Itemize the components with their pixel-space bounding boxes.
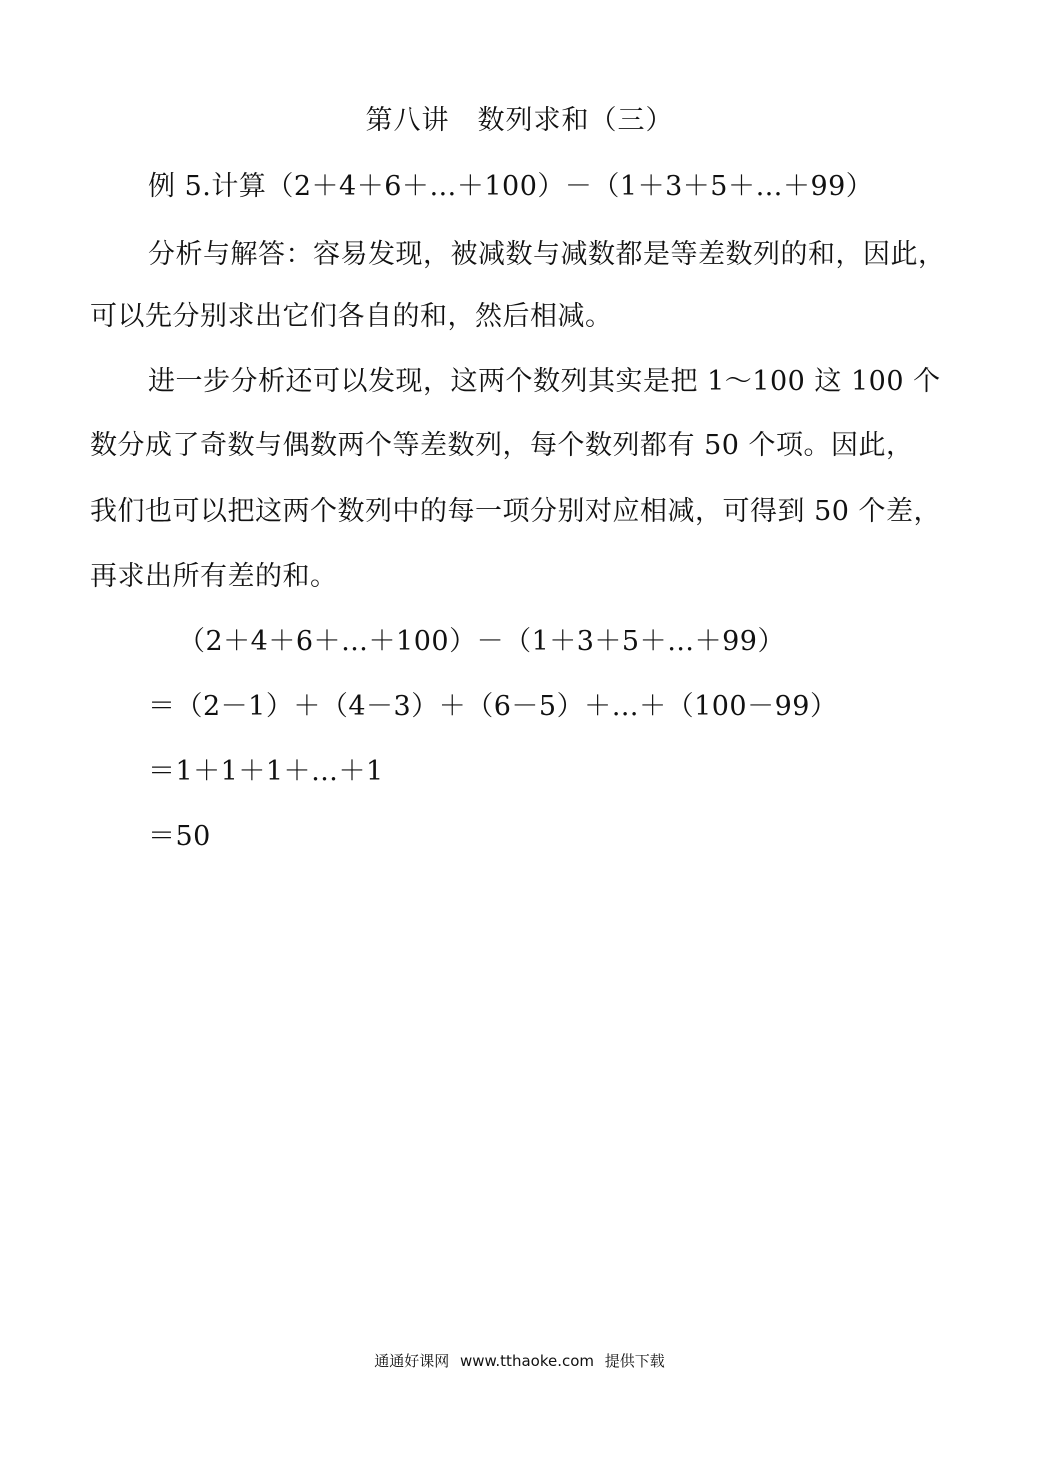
- analysis-line-4: 数分成了奇数与偶数两个等差数列，每个数列都有 50 个项。因此，: [90, 430, 914, 461]
- analysis-line-3: 进一步分析还可以发现，这两个数列其实是把 1～100 这 100 个: [148, 366, 941, 397]
- footer-url: www.tthaoke.com: [459, 1352, 595, 1370]
- analysis-line-1: 分析与解答：容易发现，被减数与减数都是等差数列的和，因此，: [148, 239, 946, 270]
- analysis-line-6: 再求出所有差的和。: [90, 561, 338, 592]
- math-line-3: ＝1＋1＋1＋…＋1: [148, 756, 384, 787]
- analysis-line-2: 可以先分别求出它们各自的和，然后相减。: [90, 301, 613, 332]
- page-title: 第八讲 数列求和（三）: [365, 105, 674, 136]
- footer-suffix: 提供下载: [604, 1352, 665, 1370]
- page-footer: [0, 1350, 1039, 1372]
- analysis-line-5: 我们也可以把这两个数列中的每一项分别对应相减，可得到 50 个差，: [90, 496, 942, 527]
- math-line-2: ＝（2－1）＋（4－3）＋（6－5）＋…＋（100－99）: [148, 691, 838, 722]
- example-problem: 例 5.计算（2＋4＋6＋…＋100）－（1＋3＋5＋…＋99）: [148, 171, 874, 202]
- footer-site-name: 通通好课网: [374, 1352, 450, 1370]
- math-line-1: （2＋4＋6＋…＋100）－（1＋3＋5＋…＋99）: [178, 626, 785, 657]
- math-line-4: ＝50: [148, 821, 211, 852]
